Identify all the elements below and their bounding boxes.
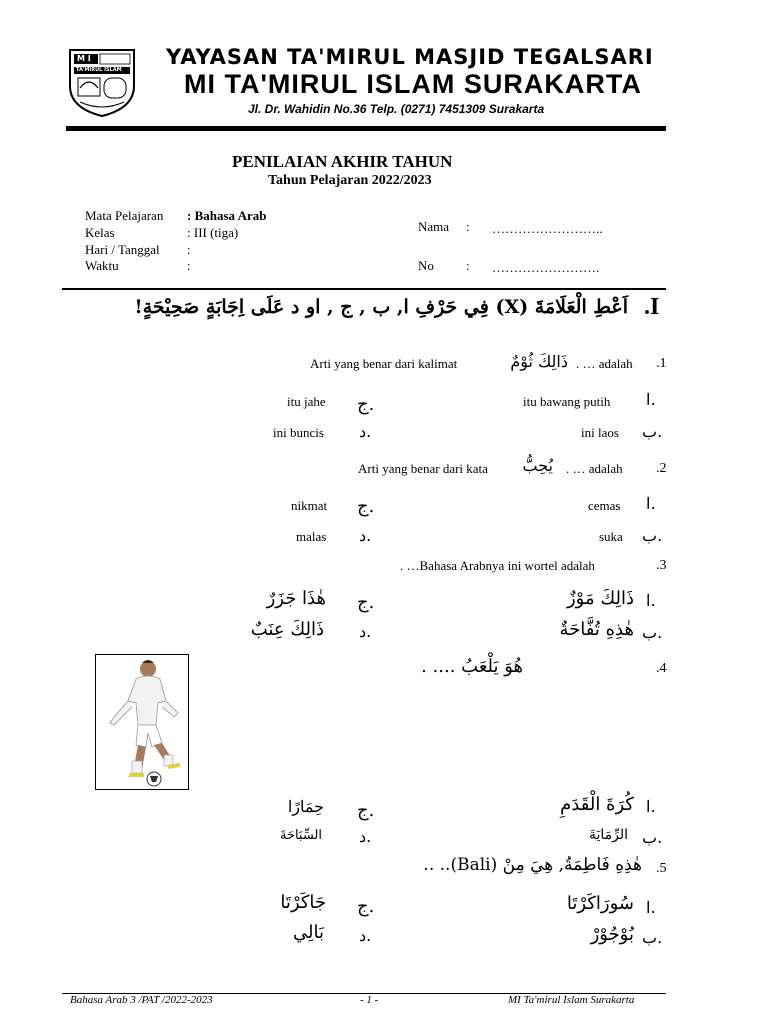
q1-option-c-text[interactable]: itu jahe	[287, 394, 326, 409]
q2-option-b-text[interactable]: suka	[599, 529, 623, 544]
time-label: Waktu	[85, 258, 119, 273]
q2-option-c-letter[interactable]: .ج	[357, 496, 375, 517]
q2-option-d-text[interactable]: malas	[296, 529, 327, 544]
footer-left: Bahasa Arab 3 /PAT /2022-2023	[70, 994, 213, 1006]
date-value: :	[187, 242, 191, 257]
q4-option-a-letter[interactable]: .ا	[646, 797, 656, 816]
question-5-number: .5	[656, 861, 667, 876]
q5-option-a-letter[interactable]: .ا	[646, 898, 656, 917]
q5-option-c-letter[interactable]: .ج	[357, 896, 375, 917]
q1-option-d-letter[interactable]: .د	[359, 422, 372, 441]
question-1-arabic: ذَالِكَ ثُوْمٌ	[510, 352, 568, 371]
q4-option-c-text[interactable]: حِمَارًا	[287, 797, 324, 816]
no-field[interactable]: …………………….	[492, 260, 600, 275]
question-2-text: Arti yang benar dari kata	[358, 461, 488, 476]
school-logo	[68, 48, 136, 118]
q2-option-b-letter[interactable]: .ب	[642, 526, 663, 545]
question-1-text: Arti yang benar dari kalimat	[310, 356, 458, 371]
subject-value: : Bahasa Arab	[187, 208, 267, 223]
foundation-name: YAYASAN TA'MIRUL MASJID TEGALSARI	[166, 45, 654, 69]
q3-option-c-letter[interactable]: .ج	[357, 592, 375, 613]
q4-option-c-letter[interactable]: .ج	[357, 800, 375, 821]
name-colon: :	[466, 219, 470, 234]
exam-year: Tahun Pelajaran 2022/2023	[268, 173, 432, 188]
q5-option-a-text[interactable]: سُورَاكَرْتَا	[566, 893, 634, 914]
q3-option-b-text[interactable]: هٰذِهِ تُفَّاحَةٌ	[559, 619, 634, 640]
info-rule	[62, 288, 666, 290]
q2-option-a-text[interactable]: cemas	[588, 498, 621, 513]
football-player-image	[95, 654, 189, 790]
q1-option-a-text[interactable]: itu bawang putih	[523, 394, 611, 409]
subject-label: Mata Pelajaran	[85, 208, 164, 223]
q3-option-c-text[interactable]: هٰذَا جَزَرٌ	[266, 588, 326, 609]
question-2-number: .2	[656, 461, 667, 476]
question-4-number: .4	[656, 661, 667, 676]
no-label: No	[418, 258, 434, 273]
q1-option-d-text[interactable]: ini buncis	[273, 425, 324, 440]
q4-option-d-text[interactable]: السِّبَاحَةَ	[279, 828, 322, 843]
q2-option-a-letter[interactable]: .ا	[646, 494, 656, 513]
header-rule	[66, 126, 666, 131]
time-value: :	[187, 258, 191, 273]
question-3-text: . …Bahasa Arabnya ini wortel adalah	[400, 558, 595, 573]
question-3-number: .3	[656, 558, 667, 573]
question-1-tail: . … adalah	[576, 356, 633, 371]
date-label: Hari / Tanggal	[85, 242, 160, 257]
q4-option-b-letter[interactable]: .ب	[642, 828, 663, 847]
q1-option-a-letter[interactable]: .ا	[646, 390, 656, 409]
q3-option-a-text[interactable]: ذَالِكَ مَوْزٌ	[566, 588, 634, 609]
q4-option-d-letter[interactable]: .د	[359, 827, 372, 846]
q4-option-b-text[interactable]: الرِّمَايَةَ	[588, 827, 628, 843]
class-label: Kelas	[85, 225, 115, 240]
school-address: Jl. Dr. Wahidin No.36 Telp. (0271) 7451309 Surakarta	[248, 102, 545, 116]
logo-name-text: TA'MIRUL ISLAM	[76, 67, 122, 73]
no-colon: :	[466, 258, 470, 273]
footer-right: MI Ta'mirul Islam Surakarta	[508, 994, 635, 1006]
logo-top-text: M I	[77, 54, 91, 63]
q5-option-d-letter[interactable]: .د	[359, 926, 372, 945]
q2-option-d-letter[interactable]: .د	[359, 526, 372, 545]
name-field[interactable]: ……………………..	[492, 221, 603, 236]
class-value: : III (tiga)	[187, 225, 239, 240]
q2-option-c-text[interactable]: nikmat	[291, 498, 328, 513]
question-4-arabic: هُوَ يَلْعَبُ .... .	[421, 656, 523, 677]
q1-option-c-letter[interactable]: .ج	[357, 394, 375, 415]
question-5-arabic: هٰذِهِ فَاطِمَةُ, هِيَ مِنْ (Bali).. ..	[423, 855, 642, 875]
q4-option-a-text[interactable]: كُرَةَ الْقَدَمِ	[560, 794, 634, 815]
school-name: MI TA'MIRUL ISLAM SURAKARTA	[184, 69, 642, 99]
question-2-tail: . … adalah	[566, 461, 623, 476]
q5-option-b-letter[interactable]: .ب	[642, 928, 663, 947]
name-label: Nama	[418, 219, 450, 234]
exam-title: PENILAIAN AKHIR TAHUN	[232, 152, 453, 171]
q1-option-b-letter[interactable]: .ب	[642, 422, 663, 441]
q5-option-c-text[interactable]: جَاكَرْتَا	[280, 892, 326, 913]
footer-page-number: - 1 -	[360, 994, 379, 1006]
section-instruction: اَعْطِ الْعَلَامَةَ (X) فِي حَرْفِ ا, ب , ج , او د عَلَى اِجَابَةٍ صَحِيْحَةٍ!	[134, 296, 628, 318]
q5-option-d-text[interactable]: بَالِي	[293, 922, 324, 943]
q1-option-b-text[interactable]: ini laos	[581, 425, 619, 440]
q3-option-b-letter[interactable]: .ب	[642, 623, 663, 642]
q3-option-d-letter[interactable]: .د	[359, 622, 372, 641]
q3-option-a-letter[interactable]: .ا	[646, 591, 656, 610]
section-number: .I	[644, 294, 660, 320]
question-2-arabic: يُحِبُّ	[522, 456, 553, 475]
question-1-number: .1	[656, 356, 667, 371]
q5-option-b-text[interactable]: بُوْجُوْرْ	[590, 924, 634, 945]
q3-option-d-text[interactable]: ذَالِكَ عِنَبٌ	[250, 619, 324, 640]
